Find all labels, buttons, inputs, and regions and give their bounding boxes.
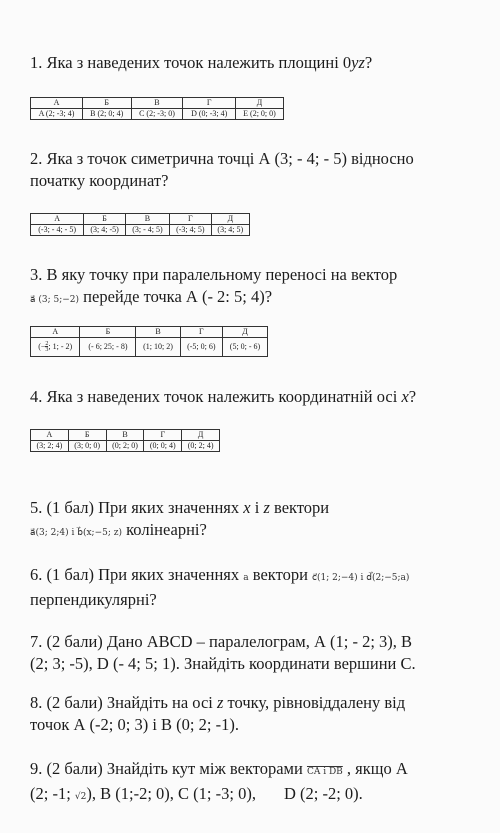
fraction-numerator: 2 bbox=[45, 341, 49, 347]
question-6-line-1 bbox=[30, 564, 485, 589]
question-5-text-c: вектори bbox=[269, 498, 330, 517]
vectors-ca-db-formula: CA і DB bbox=[306, 767, 343, 777]
option-header: Г bbox=[183, 98, 236, 109]
option-header: В bbox=[125, 214, 169, 225]
option-cell[interactable]: (- 6; 25; - 8) bbox=[80, 338, 136, 357]
question-9-line-1 bbox=[30, 758, 485, 783]
option-header: Б bbox=[84, 214, 126, 225]
question-5-line-2 bbox=[30, 519, 485, 544]
option-cell[interactable]: (-3; - 4; - 5) bbox=[31, 225, 84, 236]
option-header: Д bbox=[223, 327, 268, 338]
option-cell[interactable]: E (2; 0; 0) bbox=[235, 109, 283, 120]
question-9-text-a: 9. (2 бали) Знайдіть кут між векторами bbox=[30, 759, 307, 778]
variable-x: x bbox=[243, 498, 251, 517]
question-5-text-d: колінеарні? bbox=[122, 520, 207, 539]
option-a-suffix: ; 1; - 2) bbox=[48, 341, 73, 351]
variable-z: z bbox=[216, 693, 224, 712]
question-4-axis: x bbox=[401, 387, 409, 406]
question-1-text: 1. Яка з наведених точок належить площині 0 bbox=[30, 53, 352, 72]
question-5-text-a: 5. (1 бал) При яких значеннях bbox=[30, 498, 244, 517]
option-header: Г bbox=[180, 327, 222, 338]
question-2-options bbox=[30, 213, 250, 236]
vectors-c-d-formula: c⃗(1; 2;−4) і d⃗(2;−5;a) bbox=[312, 573, 410, 583]
option-cell[interactable]: (-3; 4; 5) bbox=[170, 225, 212, 236]
sqrt-formula: √2 bbox=[74, 792, 87, 802]
option-cell[interactable]: (5; 0; - 6) bbox=[223, 338, 268, 357]
question-1-options bbox=[30, 97, 284, 120]
option-cell[interactable]: (3; 4; -5) bbox=[84, 225, 126, 236]
option-cell[interactable]: (1; 10; 2) bbox=[136, 338, 180, 357]
option-header: В bbox=[131, 98, 183, 109]
option-cell[interactable]: (3; 4; 5) bbox=[211, 225, 249, 236]
option-header: Д bbox=[182, 430, 220, 441]
question-8-text-a: 8. (2 бали) Знайдіть на осі bbox=[30, 693, 217, 712]
option-a-prefix: (− bbox=[38, 341, 46, 351]
option-header: Г bbox=[144, 430, 182, 441]
question-8 bbox=[30, 692, 485, 736]
question-4-options bbox=[30, 429, 220, 452]
question-5-text-b: і bbox=[250, 498, 264, 517]
question-9-text-c: (2; -1; bbox=[30, 784, 75, 803]
option-cell[interactable]: (0; 0; 4) bbox=[144, 441, 182, 452]
question-6-line-2: перпендикулярні? bbox=[30, 590, 157, 609]
option-cell[interactable]: B (2; 0; 4) bbox=[82, 109, 131, 120]
question-4-text: 4. Яка з наведених точок належить координатній осі bbox=[30, 387, 402, 406]
fraction-denominator: 3 bbox=[45, 347, 49, 353]
option-cell[interactable]: (3; - 4; 5) bbox=[125, 225, 169, 236]
question-3-options bbox=[30, 326, 268, 357]
question-3 bbox=[30, 264, 485, 311]
question-7-line-2: (2; 3; -5), D (- 4; 5; 1). Знайдіть координати вершини С. bbox=[30, 654, 416, 673]
question-4 bbox=[30, 386, 485, 408]
question-9-text-b: , якщо А bbox=[342, 759, 408, 778]
option-header: Б bbox=[82, 98, 131, 109]
vectors-a-b-formula: a⃗(3; 2;4) і b⃗(x;−5; z) bbox=[30, 528, 122, 538]
question-8-line-2: точок А (-2; 0; 3) і В (0; 2; -1). bbox=[30, 715, 239, 734]
question-1-mark: ? bbox=[364, 53, 373, 72]
question-7 bbox=[30, 631, 485, 675]
option-cell[interactable]: (-5; 0; 6) bbox=[180, 338, 222, 357]
question-8-text-b: точку, рівновіддалену від bbox=[223, 693, 406, 712]
question-5 bbox=[30, 497, 485, 544]
option-cell[interactable] bbox=[31, 338, 80, 357]
question-3-line-2 bbox=[30, 286, 485, 311]
option-cell[interactable]: (3; 2; 4) bbox=[31, 441, 69, 452]
option-header: В bbox=[106, 430, 144, 441]
variable-z: z bbox=[263, 498, 270, 517]
question-2-line-2: початку координат? bbox=[30, 171, 169, 190]
question-1 bbox=[30, 52, 485, 74]
option-cell[interactable]: (3; 0; 0) bbox=[68, 441, 106, 452]
option-header: А bbox=[31, 327, 80, 338]
option-cell[interactable]: D (0; -3; 4) bbox=[183, 109, 236, 120]
option-cell[interactable]: C (2; -3; 0) bbox=[131, 109, 183, 120]
variable-a: a bbox=[243, 573, 249, 583]
option-header: Б bbox=[80, 327, 136, 338]
option-header: Д bbox=[235, 98, 283, 109]
vector-a-formula: a⃗ (3; 5;−2) bbox=[30, 295, 80, 305]
option-header: А bbox=[31, 430, 69, 441]
question-2 bbox=[30, 148, 485, 192]
question-9-line-2 bbox=[30, 783, 485, 808]
option-header: Г bbox=[170, 214, 212, 225]
option-header: Б bbox=[68, 430, 106, 441]
question-9-text-e: D (2; -2; 0). bbox=[283, 784, 363, 803]
option-cell[interactable]: (0; 2; 4) bbox=[182, 441, 220, 452]
question-1-plane: yz bbox=[351, 53, 365, 72]
question-9 bbox=[30, 758, 485, 808]
option-header: А bbox=[31, 98, 83, 109]
question-5-line-1 bbox=[30, 497, 485, 519]
question-7-line-1: 7. (2 бали) Дано ABCD – паралелограм, А (1; - 2; 3), В bbox=[30, 632, 413, 651]
question-6 bbox=[30, 564, 485, 611]
question-3-line-2-text: перейде точка А (- 2: 5; 4)? bbox=[83, 287, 273, 306]
question-8-line-1 bbox=[30, 692, 485, 714]
question-2-line-1: 2. Яка з точок симетрична точці А (3; - 4; - 5) відносно bbox=[30, 149, 414, 168]
option-cell[interactable]: (0; 2; 0) bbox=[106, 441, 144, 452]
question-9-text-d: ), В (1;-2; 0), С (1; -3; 0), bbox=[86, 784, 256, 803]
question-6-text-b: вектори bbox=[248, 565, 313, 584]
question-3-line-1: 3. В яку точку при паралельному переносі на вектор bbox=[30, 265, 398, 284]
question-4-mark: ? bbox=[408, 387, 417, 406]
option-cell[interactable]: A (2; -3; 4) bbox=[31, 109, 83, 120]
option-header: А bbox=[31, 214, 84, 225]
question-6-text-a: 6. (1 бал) При яких значеннях bbox=[30, 565, 244, 584]
option-header: Д bbox=[211, 214, 249, 225]
option-header: В bbox=[136, 327, 180, 338]
